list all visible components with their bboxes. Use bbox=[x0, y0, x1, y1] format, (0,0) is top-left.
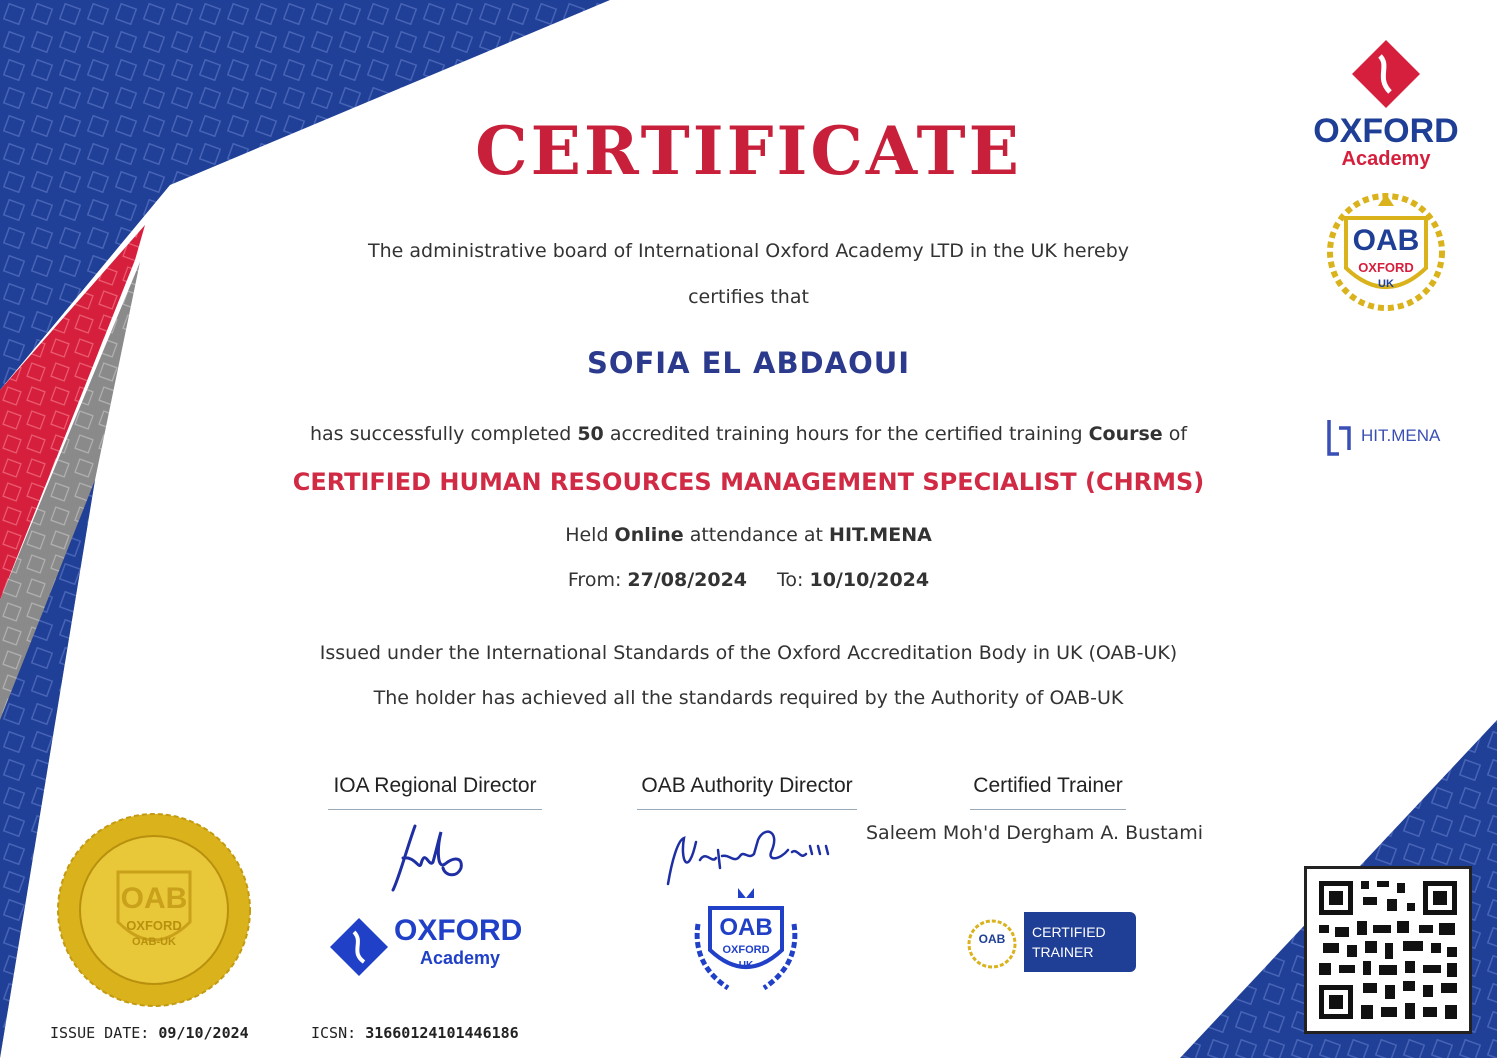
certificate-title: CERTIFICATE bbox=[475, 112, 1022, 190]
venue: HIT.MENA bbox=[829, 524, 932, 546]
seal-uk-text: OAB-UK bbox=[132, 936, 176, 948]
oab-badge-sub: OXFORD bbox=[1358, 260, 1414, 275]
oxford-academy-stamp bbox=[328, 912, 542, 982]
oab-mini-badge-text: OAB bbox=[978, 932, 1006, 946]
oxford-stamp-text: OXFORD bbox=[394, 914, 523, 947]
hitmena-logo-text: HIT.MENA bbox=[1361, 426, 1441, 445]
sig-col2-underline bbox=[637, 809, 857, 810]
regional-director-signature bbox=[385, 818, 485, 896]
seal-main-text: OAB bbox=[120, 882, 188, 915]
training-hours: 50 bbox=[577, 423, 604, 445]
icsn-label: ICSN: bbox=[311, 1024, 366, 1042]
course-word: Course bbox=[1088, 423, 1163, 445]
oab-gold-badge bbox=[1316, 188, 1456, 313]
certified-trainer-line2: TRAINER bbox=[1032, 944, 1094, 960]
oxford-academy-logo bbox=[1300, 38, 1472, 168]
held-line bbox=[0, 524, 1497, 546]
attendance-mode: Online bbox=[614, 524, 684, 546]
oab-blue-stamp bbox=[688, 884, 804, 994]
certified-trainer-plate bbox=[1024, 912, 1136, 972]
oxford-stamp-diamond-icon bbox=[328, 916, 390, 978]
completion-suffix: of bbox=[1162, 423, 1188, 445]
academy-stamp-text: Academy bbox=[420, 948, 501, 968]
sig-col3-title: Certified Trainer bbox=[973, 774, 1123, 797]
issue-date-field bbox=[50, 1024, 249, 1042]
oxford-logo-text: OXFORD bbox=[1313, 112, 1459, 150]
to-label: To: bbox=[777, 569, 810, 591]
oxford-diamond-icon bbox=[1300, 38, 1472, 110]
standards-line-1: Issued under the International Standards of the Oxford Accreditation Body in UK (OAB-UK) bbox=[319, 642, 1178, 664]
seal-sub-text: OXFORD bbox=[126, 918, 182, 933]
to-date: 10/10/2024 bbox=[809, 569, 930, 591]
from-label: From: bbox=[567, 569, 628, 591]
completion-prefix: has successfully completed bbox=[309, 423, 578, 445]
academy-logo-text: Academy bbox=[1341, 148, 1431, 170]
oab-stamp-sub: OXFORD bbox=[722, 944, 770, 956]
hitmena-mark-icon bbox=[1325, 418, 1355, 458]
gold-seal bbox=[56, 812, 252, 1008]
sig-col1-title: IOA Regional Director bbox=[333, 774, 537, 797]
icsn-value: 31660124101446186 bbox=[365, 1024, 519, 1042]
oab-badge-uk: UK bbox=[1378, 278, 1394, 290]
completion-mid: accredited training hours for the certified training bbox=[603, 423, 1089, 445]
issue-date-label: ISSUE DATE: bbox=[50, 1024, 159, 1042]
icsn-field bbox=[311, 1024, 519, 1042]
qr-code[interactable] bbox=[1304, 866, 1472, 1034]
issue-date-value: 09/10/2024 bbox=[158, 1024, 249, 1042]
dates-line bbox=[0, 569, 1497, 591]
qr-code-icon bbox=[1307, 869, 1469, 1031]
sig-col1-underline bbox=[328, 809, 542, 810]
standards-line-2: The holder has achieved all the standards required by the Authority of OAB-UK bbox=[373, 687, 1124, 709]
from-date: 27/08/2024 bbox=[627, 569, 748, 591]
sig-col2-title: OAB Authority Director bbox=[641, 774, 853, 797]
certified-trainer-badge bbox=[966, 912, 1138, 974]
oab-stamp-uk: UK bbox=[738, 960, 754, 971]
certified-trainer-line1: CERTIFIED bbox=[1032, 924, 1106, 940]
oab-badge-main: OAB bbox=[1352, 224, 1420, 257]
intro-line-1: The administrative board of International Oxford Academy LTD in the UK hereby bbox=[368, 240, 1129, 262]
course-name: CERTIFIED HUMAN RESOURCES MANAGEMENT SPECIALIST (CHRMS) bbox=[292, 468, 1205, 496]
oab-stamp-main: OAB bbox=[719, 914, 773, 941]
completion-line bbox=[0, 423, 1497, 445]
held-prefix: Held bbox=[565, 524, 615, 546]
trainer-name: Saleem Moh'd Dergham A. Bustami bbox=[866, 822, 1203, 844]
sig-col3-underline bbox=[970, 809, 1126, 810]
held-mid: attendance at bbox=[683, 524, 830, 546]
authority-director-signature bbox=[660, 820, 840, 892]
recipient-name: SOFIA EL ABDAOUI bbox=[586, 346, 911, 380]
intro-line-2: certifies that bbox=[688, 286, 809, 308]
hitmena-logo bbox=[1325, 418, 1455, 458]
